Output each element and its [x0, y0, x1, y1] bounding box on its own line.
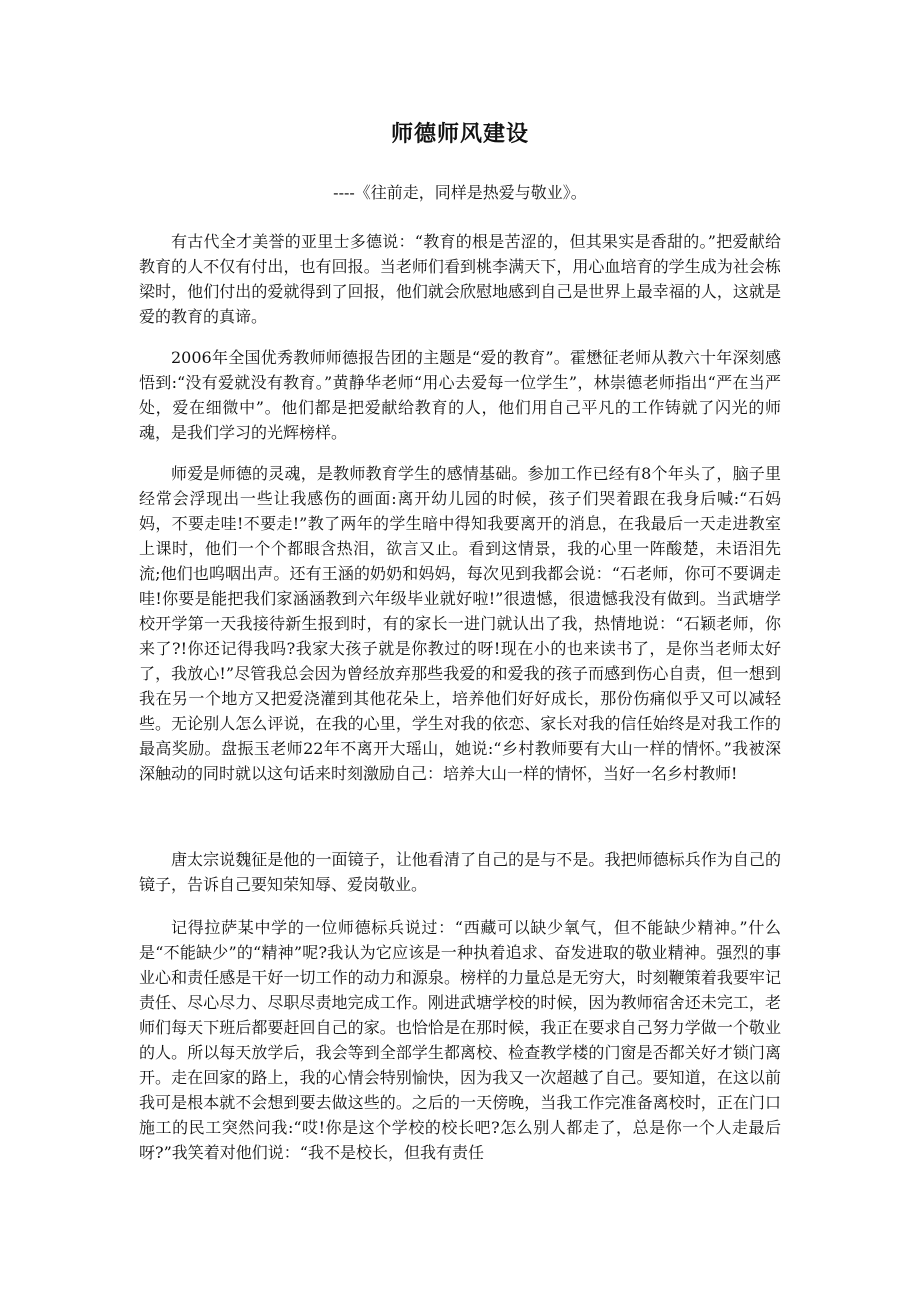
- paragraph-3: 师爱是师德的灵魂，是教师教育学生的感情基础。参加工作已经有8个年头了，脑子里经常会浮现出一些让我感伤的画面:离开幼儿园的时候，孩子们哭着跟在我身后喊:“石妈妈，不要走哇!不要走!”教了两年的学生暗中得知我要离开的消息，在我最后一天走进教室上课时，他们一个个都眼含热泪，欲言又止。看到这情景，我的心里一阵酸楚，未语泪先流;他们也呜咽出声。还有王涵的奶奶和妈妈，每次见到我都会说：“石老师，你可不要调走哇!你要是能把我们家涵涵教到六年级毕业就好啦!”很遗憾，很遗憾我没有做到。当武塘学校开学第一天我接待新生报到时，有的家长一进门就认出了我，热情地说：“石颖老师，你来了?!你还记得我吗?我家大孩子就是你教过的呀!现在小的也来读书了，是你当老师太好了，我放心!”尽管我总会因为曾经放弃那些我爱的和爱我的孩子而感到伤心自责，但一想到我在另一个地方又把爱浇灌到其他花朵上，培养他们好好成长，那份伤痛似乎又可以减轻些。无论别人怎么评说，在我的心里，学生对我的依恋、家长对我的信任始终是对我工作的最高奖励。盘振玉老师22年不离开大瑶山，她说:“乡村教师要有大山一样的情怀。”我被深深触动的同时就以这句话来时刻激励自己：培养大山一样的情怀，当好一名乡村教师!: [139, 464, 781, 783]
- paragraph-4: 唐太宗说魏征是他的一面镜子，让他看清了自己的是与不是。我把师德标兵作为自己的镜子，告诉自己要知荣知辱、爱岗敬业。: [139, 850, 781, 894]
- document-title: 师德师风建设: [390, 122, 529, 147]
- document-subtitle: ----《往前走，同样是热爱与敬业》。: [333, 183, 587, 202]
- paragraph-5: 记得拉萨某中学的一位师德标兵说过：“西藏可以缺少氧气，但不能缺少精神。”什么是“不能缺少”的“精神”呢?我认为它应该是一种执着追求、奋发进取的敬业精神。强烈的事业心和责任感是干好一切工作的动力和源泉。榜样的力量总是无穷大，时刻鞭策着我要牢记责任、尽心尽力、尽职尽责地完成工作。刚进武塘学校的时候，因为教师宿舍还未完工，老师们每天下班后都要赶回自己的家。也恰恰是在那时候，我正在要求自己努力学做一个敬业的人。所以每天放学后，我会等到全部学生都离校、检查教学楼的门窗是否都关好才锁门离开。走在回家的路上，我的心情会特别愉快，因为我又一次超越了自己。要知道，在这以前我可是根本就不会想到要去做这些的。之后的一天傍晚，当我工作完准备离校时，正在门口施工的民工突然问我:“哎!你是这个学校的校长吧?怎么别人都走了，总是你一个人走最后呀?”我笑着对他们说：“我不是校长，但我有责任: [139, 918, 781, 1162]
- paragraph-2: 2006年全国优秀教师师德报告团的主题是“爱的教育”。霍懋征老师从教六十年深刻感悟到:“没有爱就没有教育。”黄静华老师“用心去爱每一位学生”，林崇德老师指出“严在当严处，爱在细微中”。他们都是把爱献给教育的人，他们用自己平凡的工作铸就了闪光的师魂，是我们学习的光辉榜样。: [139, 348, 781, 442]
- paragraph-1: 有古代全才美誉的亚里士多德说：“教育的根是苦涩的，但其果实是香甜的。”把爱献给教育的人不仅有付出，也有回报。当老师们看到桃李满天下，用心血培育的学生成为社会栋梁时，他们付出的爱就得到了回报，他们就会欣慰地感到自己是世界上最幸福的人，这就是爱的教育的真谛。: [139, 232, 781, 326]
